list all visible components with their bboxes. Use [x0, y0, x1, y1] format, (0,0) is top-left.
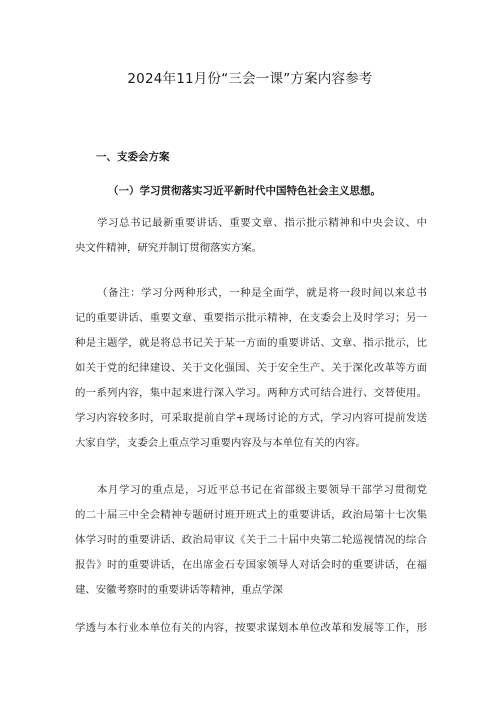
section-heading: 一、支委会方案	[96, 151, 170, 163]
text-line: 体学习时的重要讲话、政治局审议《关于二十届中央第二轮巡视情况的综合	[75, 534, 427, 546]
text-line: （备注：学习分两种形式，一种是全面学，就是将一段时间以来总书	[97, 287, 427, 299]
paragraph-continuation	[75, 616, 427, 641]
text-line: 学习总书记最新重要讲话、重要文章、指示批示精神和中央会议、中	[97, 217, 427, 229]
document-title: 2024年11月份“三会一课”方案内容参考	[127, 71, 373, 87]
text-line: 报告》时的重要讲话，在出席金石专国家领导人对话会时的重要讲话，在福	[75, 559, 427, 571]
text-line: 央文件精神，研究并制订贯彻落实方案。	[75, 242, 263, 254]
subsection-heading: （一）学习贯彻落实习近平新时代中国特色社会主义思想。	[108, 185, 381, 197]
text-line: 的二十届三中全会精神专题研讨班开班式上的重要讲话，政治局第十七次集	[75, 509, 427, 521]
text-line: 学透与本行业本单位有关的内容，按要求谋划本单位改革和发展等工作，形	[75, 622, 427, 634]
text-line: 大家自学，支委会上重点学习重要内容及与本单位有关的内容。	[75, 437, 366, 449]
paragraph-monthly-focus	[75, 478, 427, 603]
text-line: 学习内容较多时，可采取提前自学+现场讨论的方式，学习内容可提前发送	[75, 412, 427, 424]
paragraph-remarks	[75, 281, 427, 456]
text-line: 的一系列内容，集中起来进行深入学习。两种方式可结合进行、交替使用。	[75, 387, 427, 399]
text-line: 本月学习的重点是，习近平总书记在省部级主要领导干部学习贯彻党	[97, 484, 427, 496]
text-line: 记的重要讲话、重要文章、重要指示批示精神，在支委会上及时学习；另一	[75, 312, 427, 324]
text-line: 建、安徽考察时的重要讲话等精神，重点学深	[75, 584, 283, 596]
text-line: 种是主题学，就是将总书记关于某一方面的重要讲话、文章、指示批示，比	[75, 337, 427, 349]
paragraph-study-summary	[75, 211, 427, 261]
text-line: 如关于党的纪律建设、关于文化强国、关于安全生产、关于深化改革等方面	[75, 362, 427, 374]
